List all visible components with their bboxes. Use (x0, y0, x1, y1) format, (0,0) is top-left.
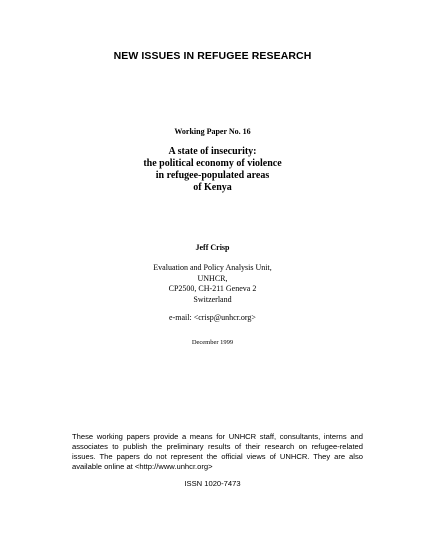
publication-date: December 1999 (191, 339, 234, 346)
disclaimer-line: associates to publish the preliminary results of their research on refugee-related (72, 442, 363, 451)
affiliation-line: Evaluation and Policy Analysis Unit, (153, 263, 272, 272)
paper-title-line: of Kenya (193, 182, 232, 193)
paper-title-line: A state of insecurity: (168, 146, 257, 157)
affiliation-line: UNHCR, (197, 273, 228, 283)
issn-number: ISSN 1020-7473 (184, 479, 241, 488)
disclaimer-line: available online at <http://www.unhcr.org> (72, 462, 213, 471)
affiliation-line: CP2500, CH-211 Geneva 2 (168, 284, 257, 293)
author-email: e-mail: <crisp@unhcr.org> (169, 313, 256, 322)
series-title: NEW ISSUES IN REFUGEE RESEARCH (113, 50, 312, 62)
disclaimer-line: These working papers provide a means for UNHCR staff, consultants, interns and (72, 432, 363, 441)
paper-title-line: in refugee-populated areas (155, 170, 270, 181)
paper-title-line: the political economy of violence (143, 158, 282, 169)
affiliation-line: Switzerland (193, 294, 232, 304)
paper-title (0, 146, 425, 194)
author-affiliation (0, 263, 425, 305)
author-name: Jeff Crisp (195, 243, 230, 252)
working-paper-number: Working Paper No. 16 (174, 127, 251, 136)
disclaimer-line: issues. The papers do not represent the official views of UNHCR. They are also (72, 452, 363, 461)
disclaimer-paragraph (72, 432, 363, 472)
